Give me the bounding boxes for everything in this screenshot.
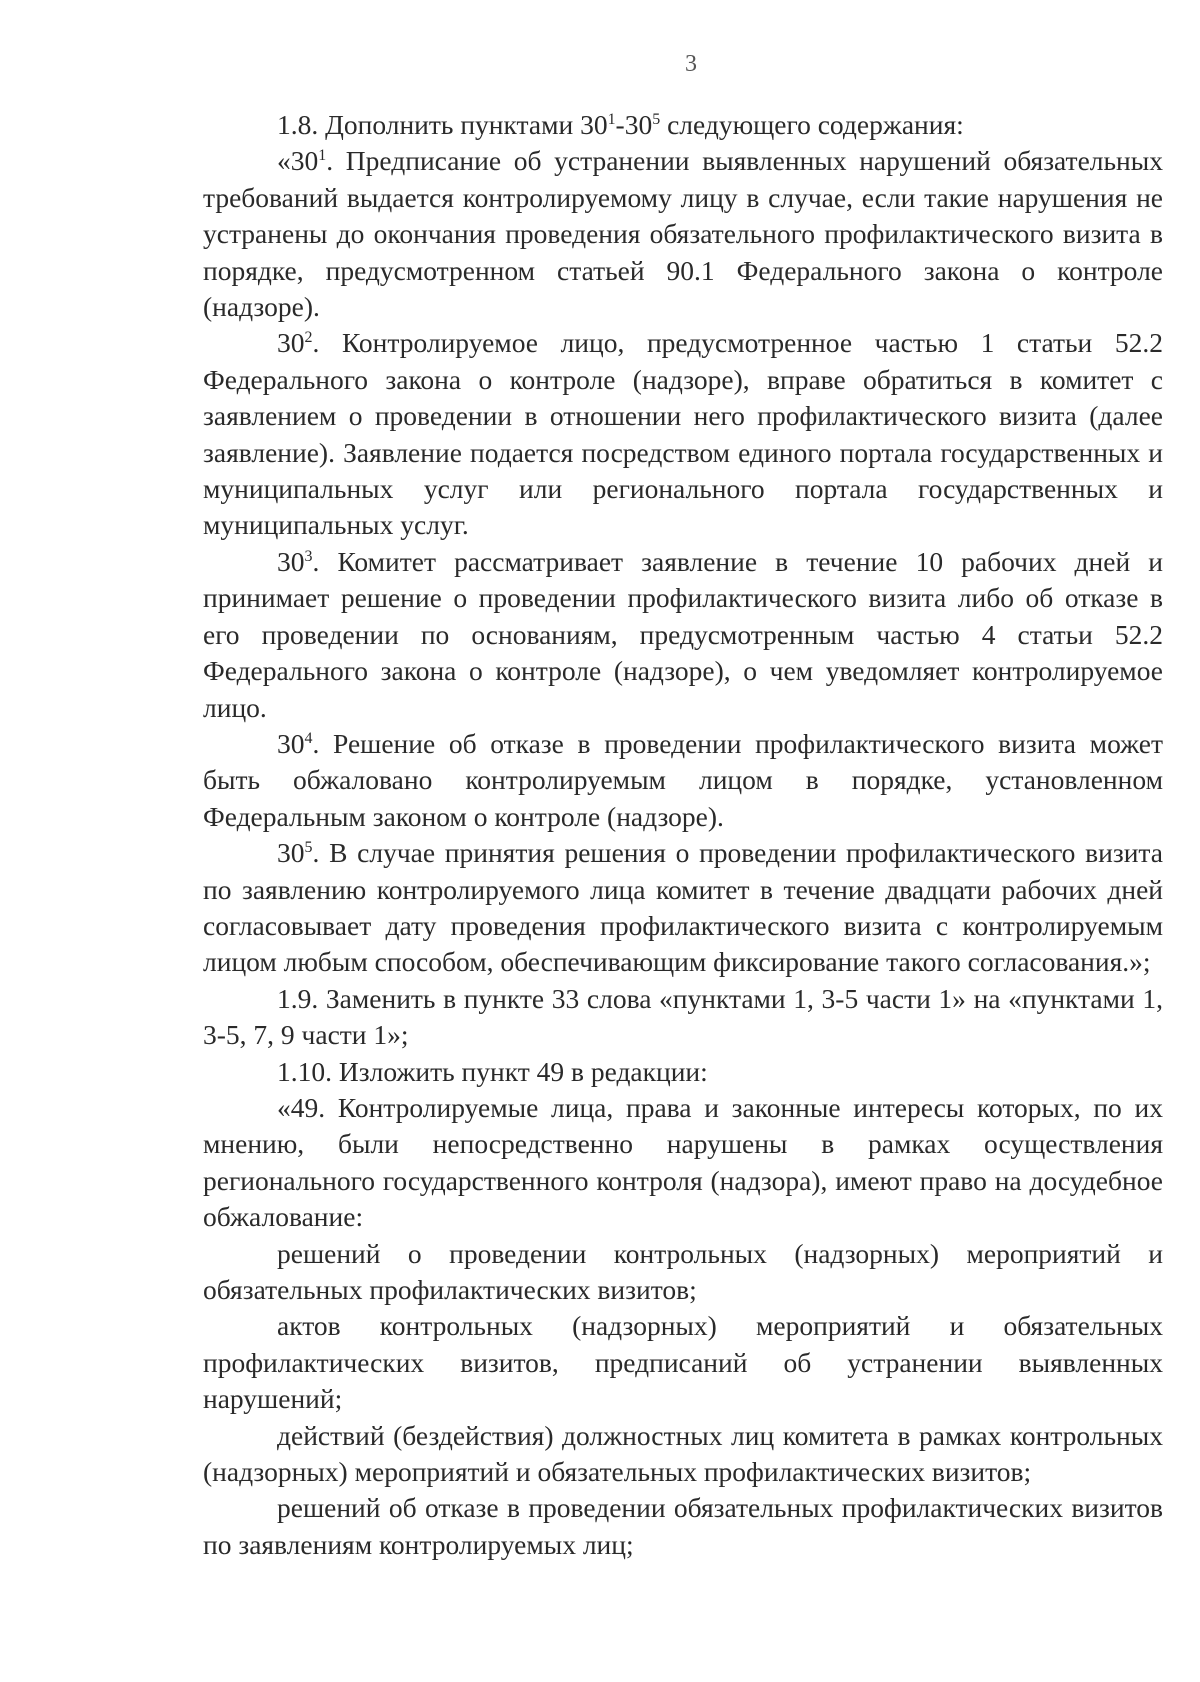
text-segment: . Решение об отказе в проведении профилактического визита может быть обжаловано контролируемым лицом в порядке, установленном Федеральным законом о контроле (надзоре).: [203, 727, 1163, 832]
text-segment: 30: [277, 727, 305, 759]
superscript: 5: [652, 110, 661, 128]
paragraph-30-1: [203, 143, 1163, 325]
page-number: 3: [685, 51, 697, 77]
text-segment: . В случае принятия решения о проведении профилактического визита по заявлению контролируемого лица комитет в течение двадцати рабочих дней согласовывает дату проведения профилактического визита с контролируемым лицом любым способом, обеспечивающим фиксирование такого согласования.»;: [203, 837, 1163, 978]
paragraph-1-10: 1.10. Изложить пункт 49 в редакции:: [277, 1055, 708, 1087]
text-segment: «30: [277, 145, 319, 177]
paragraph-1-9: 1.9. Заменить в пункте 33 слова «пунктами 1, 3-5 части 1» на «пунктами 1, 3-5, 7, 9 части 1»;: [203, 982, 1163, 1051]
paragraph-30-2: [203, 325, 1163, 543]
text-segment: 30: [277, 545, 305, 577]
superscript: 1: [318, 147, 327, 165]
list-item-actions: действий (бездействия) должностных лиц комитета в рамках контрольных (надзорных) мероприятий и обязательных профилактических визитов;: [203, 1419, 1163, 1488]
text-segment: 30: [277, 327, 305, 359]
superscript: 2: [304, 329, 313, 347]
superscript: 1: [607, 110, 616, 128]
document-body: [203, 107, 1163, 1563]
text-segment: . Контролируемое лицо, предусмотренное частью 1 статьи 52.2 Федерального закона о контроле (надзоре), вправе обратиться в комитет с заявлением о проведении в отношении него профилактического визита (далее заявление). Заявление подается посредством единого портала государственных и муниципальных услуг или регионального портала государственных и муниципальных услуг.: [203, 327, 1163, 541]
list-item-acts: актов контрольных (надзорных) мероприятий и обязательных профилактических визитов, предписаний об устранении выявленных нарушений;: [203, 1310, 1163, 1415]
text-segment: следующего содержания:: [660, 109, 964, 140]
list-item-decisions: решений о проведении контрольных (надзорных) мероприятий и обязательных профилактических визитов;: [203, 1237, 1163, 1305]
superscript: 3: [304, 547, 313, 565]
text-segment: . Комитет рассматривает заявление в течение 10 рабочих дней и принимает решение о проведении профилактического визита либо об отказе в его проведении по основаниям, предусмотренным частью 4 статьи 52.2 Федерального закона о контроле (надзоре), о чем уведомляет контролируемое лицо.: [203, 545, 1163, 723]
paragraph-30-3: [203, 544, 1163, 726]
list-item-refusals: решений об отказе в проведении обязательных профилактических визитов по заявлениям контролируемых лиц;: [203, 1492, 1163, 1560]
paragraph-30-4: [203, 726, 1163, 835]
text-segment: 30: [277, 837, 305, 869]
superscript: 5: [304, 838, 313, 856]
paragraph-1-8: [203, 107, 1163, 143]
text-segment: -30: [615, 109, 653, 140]
superscript: 4: [304, 729, 313, 747]
text-segment: 1.8. Дополнить пунктами 30: [277, 109, 608, 140]
paragraph-30-5: [203, 835, 1163, 981]
paragraph-49: «49. Контролируемые лица, права и законные интересы которых, по их мнению, были непосредственно нарушены в рамках осуществления регионального государственного контроля (надзора), имеют право на досудебное обжалование:: [203, 1091, 1163, 1233]
text-segment: . Предписание об устранении выявленных нарушений обязательных требований выдается контролируемому лицу в случае, если такие нарушения не устранены до окончания проведения обязательного профилактического визита в порядке, предусмотренном статьей 90.1 Федерального закона о контроле (надзоре).: [203, 145, 1163, 323]
